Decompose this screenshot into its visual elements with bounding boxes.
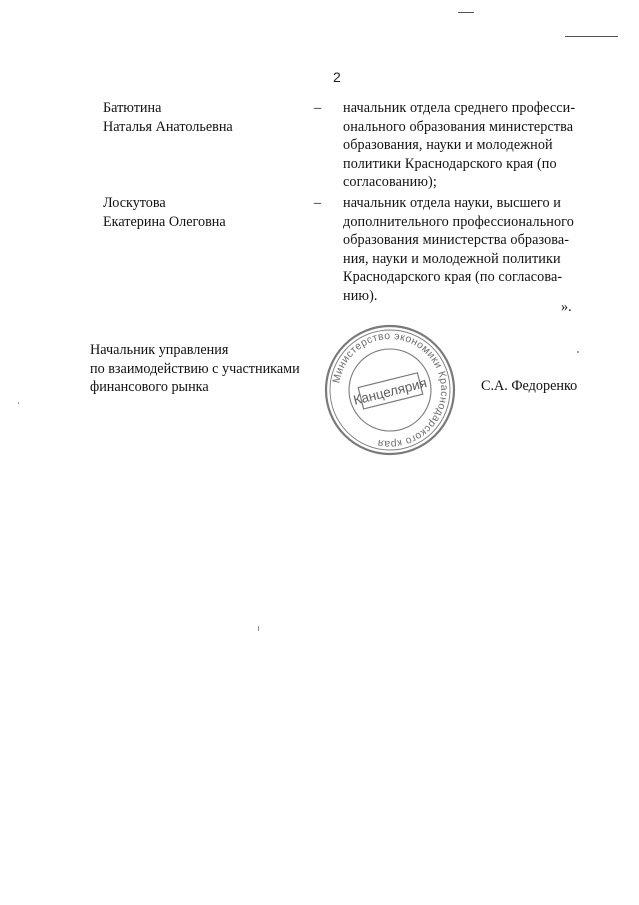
scan-speck [577, 351, 579, 353]
page-number: 2 [333, 69, 341, 85]
description-line: политики Краснодарского края (по [343, 155, 557, 172]
description-line: начальник отдела науки, высшего и [343, 195, 562, 211]
entry-given-names: Екатерина Олеговна [103, 213, 226, 230]
description-line: нию). [343, 287, 378, 304]
closing-quote: ». [561, 299, 572, 315]
description-line: начальник отдела среднего професси- [343, 100, 576, 116]
stamp-center-text: Канцелярия [351, 375, 429, 408]
entry-dash: – [314, 100, 322, 116]
entry-surname: Лоскутова [103, 195, 166, 211]
description-line: онального образования министерства [343, 118, 574, 135]
signer-name: С.А. Федоренко [481, 378, 578, 394]
entry-name [103, 99, 313, 136]
scan-speck [258, 626, 259, 631]
description-line: согласованию); [343, 174, 437, 190]
signer-position-line: по взаимодействию с участниками [90, 360, 300, 377]
description-line: образования министерства образова- [343, 232, 570, 248]
signer-position [90, 341, 320, 397]
entry-description [343, 99, 579, 192]
stamp-ring-text: Министерство экономики Краснодарского края [330, 329, 451, 451]
description-line: ния, науки и молодежной политики [343, 250, 561, 267]
top-scan-mark [458, 12, 474, 13]
entry-description [343, 194, 579, 305]
scan-speck [18, 402, 19, 404]
entry-given-names: Наталья Анатольевна [103, 118, 233, 135]
description-line: образования, науки и молодежной [343, 137, 553, 153]
office-stamp [320, 320, 460, 460]
description-line: Краснодарского края (по согласова- [343, 269, 563, 285]
top-right-scan-mark [565, 36, 618, 37]
entry-name [103, 194, 313, 231]
entry-surname: Батютина [103, 100, 162, 116]
signer-position-line: Начальник управления [90, 342, 229, 358]
description-line: дополнительного профессионального [343, 213, 574, 230]
signer-position-line: финансового рынка [90, 379, 209, 395]
entry-dash: – [314, 195, 322, 211]
